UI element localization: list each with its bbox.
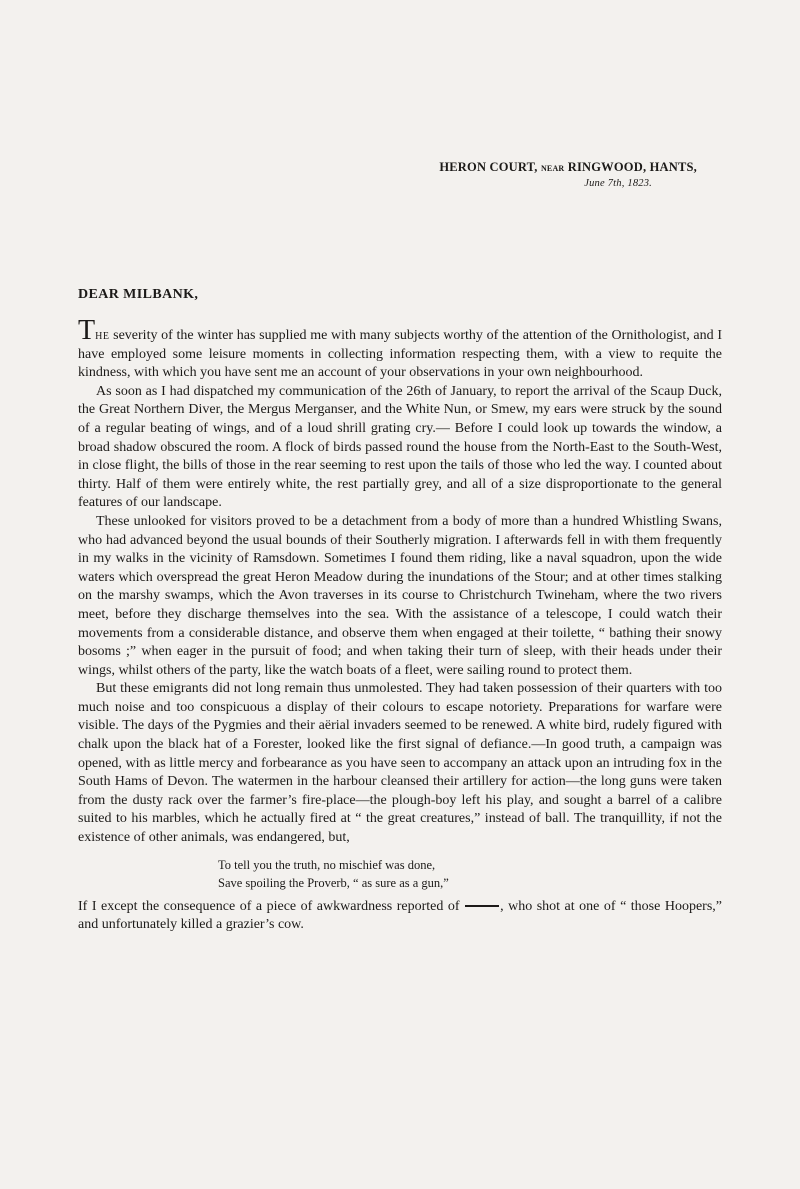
verse-line-2: Save spoiling the Proverb, “ as sure as a gun,”	[218, 875, 449, 890]
closing-paragraph	[78, 898, 722, 935]
paragraph-1	[78, 315, 722, 383]
address-place: HERON COURT,	[439, 160, 538, 174]
address-town: RINGWOOD, HANTS,	[567, 160, 697, 174]
paragraph-4: But these emigrants did not long remain thus unmolested. They had taken possession of their quarters with too much noise and too conspicuous a display of their colours to escape notoriety. Preparations for warfare were visible. The days of the Pygmies and their aërial invaders seemed to be renewed. A white bird, rudely figured with chalk upon the black hat of a Forester, looked like the first signal of defiance.—In good truth, a campaign was opened, with as little mercy and forbearance as you have seen to accompany an attack upon an intruding fox in the South Hams of Devon. The watermen in the harbour cleansed their artillery for action—the long guns were taken from the dusty rack over the farmer’s fire-place—the plough-boy left his play, and sought a barrel of a calibre suited to his marbles, which he actually fired at “ the great creatures,” instead of ball. The tranquillity, if not the existence of other animals, was endangered, but,	[78, 681, 722, 846]
verse-line-1: To tell you the truth, no mischief was done,	[218, 857, 436, 872]
address-near: NEAR	[540, 164, 565, 173]
verse-quote	[218, 856, 722, 892]
letter-body	[78, 315, 723, 935]
closing-text-1: If I except the consequence of a piece of awkwardness reported of	[78, 898, 460, 914]
paragraph-2: As soon as I had dispatched my communication of the 26th of January, to report the arrival of the Scaup Duck, the Great Northern Diver, the Mergus Merganser, and the White Nun, or Smew, my ears were struck by the sound of a regular beating of wings, and of a loud shrill grating cry.— Before I could look up towards the window, a broad shadow obscured the room. A flock of birds passed round the house from the North-East to the South-West, in close flight, the bills of those in the rear seeming to rest upon the tails of those who led the way. I counted about thirty. Half of them were entirely white, the rest partially grey, and all of a size disproportionate to the general features of our landscape.	[78, 383, 722, 511]
address-line	[439, 160, 697, 176]
letter-heading	[439, 160, 697, 191]
opening-smallcaps: he	[95, 328, 110, 343]
paragraph-3: These unlooked for visitors proved to be a detachment from a body of more than a hundred Whistling Swans, who had advanced beyond the usual bounds of their Southerly migration. I afterwards fell in with them frequently in my walks in the vicinity of Ramsdown. Sometimes I found them riding, like a naval squadron, upon the wide waters which overspread the great Heron Meadow during the inundations of the Stour; and at other times stalking on the marshy swamps, which the Avon traverses in its course to Christchurch Twineham, where the two rivers meet, before they discharge themselves into the sea. With the assistance of a telescope, I could watch their movements from a considerable distance, and observe them when engaged at their toilette, “ bathing their snowy bosoms ;” when eager in the pursuit of food; and when taking their turn of sleep, with their heads under their wings, whilst others of the party, like the watch boats of a fleet, were sailing round to protect them.	[78, 513, 722, 678]
paragraph-1-text: severity of the winter has supplied me with many subjects worthy of the attention of the Ornithologist, and I have employed some leisure moments in collecting information respecting them, with a view to requite the kindness, with which you have sent me an account of your observations in your own neighbourhood.	[78, 328, 722, 381]
closing-text-2: , who shot at one of “ those Hoopers,” and unfortunately killed a grazier’s cow.	[78, 898, 723, 933]
name-omission-dash	[465, 905, 499, 907]
salutation: DEAR MILBANK,	[78, 287, 199, 302]
drop-capital: T	[78, 315, 96, 346]
letter-date: June 7th, 1823.	[584, 178, 652, 189]
